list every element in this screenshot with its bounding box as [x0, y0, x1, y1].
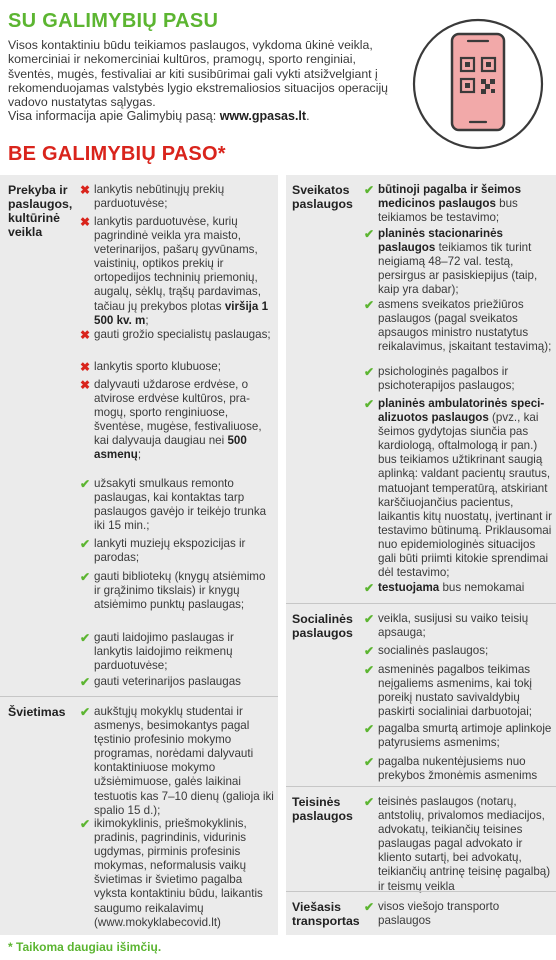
section-label-transport: Viešasis transportas	[292, 900, 360, 928]
check-icon: ✔	[80, 705, 91, 719]
section-trade	[0, 175, 278, 693]
list-item: veikla, susijusi su vaiko teisių apsauga;	[378, 612, 529, 640]
page-title: SU GALIMYBIŲ PASU	[8, 10, 219, 32]
list-item: asmens sveikatos priežiūros paslaugos (pagal sveikatos apsaugos ministro nustatytus reikalavimus, įskaitant testavimą);	[378, 298, 552, 354]
info-link[interactable]: www.gpasas.lt	[219, 109, 307, 123]
list-item: būtinoji pagalba ir šeimos medicinos paslaugos bus teikiamos be testavimo;	[378, 183, 522, 225]
section-title-without-pass: BE GALIMYBIŲ PASO*	[8, 143, 226, 165]
list-item: gauti laidojimo paslaugas ir lankytis laidojimo reikmenų parduotuvėse;	[94, 631, 234, 673]
list-item: visos viešojo transporto paslaugos	[378, 900, 500, 928]
list-item: užsakyti smulkaus remonto paslaugas, kai kontaktas tarp paslaugos gavėjo ir teikėjo trunka iki 15 min.;	[94, 477, 267, 533]
check-icon: ✔	[80, 675, 91, 689]
check-icon: ✔	[80, 631, 91, 645]
check-icon: ✔	[364, 644, 375, 658]
cross-icon: ✖	[80, 183, 91, 197]
info-line	[8, 109, 310, 123]
cross-icon: ✖	[80, 360, 91, 374]
section-label-education: Švietimas	[8, 705, 66, 719]
check-icon: ✔	[364, 183, 375, 197]
list-item: gauti bibliotekų (knygų atsiėmimo ir grąžinimo tikslais) ir knygų atsiėmimo punktų paslaugas;	[94, 570, 266, 612]
list-item: asmeninės pagalbos teikimas neįgaliems asmenims, kai tokį poreikį nustato savivaldybių paskirti socialiniai darbuotojai;	[378, 663, 533, 719]
check-icon: ✔	[364, 365, 375, 379]
check-icon: ✔	[80, 817, 91, 831]
list-item: testuojama bus nemokamai	[378, 581, 525, 594]
section-education	[0, 696, 278, 935]
check-icon: ✔	[364, 663, 375, 677]
info-prefix: Visa informacija apie Galimybių pasą:	[8, 109, 220, 123]
check-icon: ✔	[364, 298, 375, 312]
list-item: lankytis sporto klubuose;	[94, 360, 221, 373]
intro-text: Visos kontaktiniu būdu teikiamos paslaugos, vykdoma ūkinė veikla, komerciniai ir nekomerciniai kultūros, pramogų, sporto renginiai, šventės, mugės, festivaliai ar kiti susibūrimai gali vykti atsižvelgiant į rekomenduojamas valstybės lygio ekstremaliosios situacijos operacijų vadovo nustatytas sąlygas.	[8, 38, 389, 110]
section-label-trade: Prekyba ir paslaugos, kultūrinė veikla	[8, 183, 73, 239]
check-icon: ✔	[364, 227, 375, 241]
list-item: planinės stacionarinės paslaugos teikiamos tik turint neigiamą 48–72 val. testą, persirgus ar pasiskiepijus (taip, kaip yra dabar);	[378, 227, 538, 297]
list-item: lankytis nebūtinųjų prekių parduotuvėse;	[94, 183, 225, 211]
check-icon: ✔	[364, 722, 375, 736]
section-legal	[286, 786, 556, 893]
list-item: lankyti muziejų ekspozicijas ir parodas;	[94, 537, 246, 565]
list-item: planinės ambulatorinės specializuotos paslaugos (pvz., kai šeimos gydytojas siunčia pas kardiologą, oftalmologą ir pan.) bus teikiamos užtikrinant saugią aplinką: valdant pacientų srautus, matuojant temperatūrą, atskiriant karščiuojančius pacientus, laikantis kitų nuostatų, įvertinant ir testavimo būtinumą. Priklausomai nuo epidemiologinės situacijos gali būti priimti kitokie sprendimai dėl testavimo;	[378, 397, 552, 580]
info-suffix: .	[306, 109, 310, 123]
check-icon: ✔	[80, 537, 91, 551]
check-icon: ✔	[364, 795, 375, 809]
left-column	[0, 175, 278, 935]
check-icon: ✔	[364, 755, 375, 769]
section-social	[286, 603, 556, 785]
footnote: * Taikoma daugiau išimčių.	[8, 940, 162, 954]
section-label-social: Socialinės paslaugos	[292, 612, 353, 640]
cross-icon: ✖	[80, 328, 91, 342]
list-item: ikimokyklinis, priešmokyklinis, pradinis, pagrindinis, vidurinis ugdymas, pirminis profesinis mokymas, neformalusis vaikų švietimas ir švietimo pagalba vyksta kontaktiniu būdu, laikantis saugumo reikalavimų (www.mokyklabecovid.lt)	[94, 817, 263, 929]
check-icon: ✔	[80, 570, 91, 584]
check-icon: ✔	[364, 612, 375, 626]
list-item: aukštųjų mokyklų studentai ir asmenys, besimokantys pagal tęstinio profesinio mokymo programas, norėdami dalyvauti kontaktiniuose mokymo užsiėmimuose, galės laikinai testuotis kas 7–10 dienų (galioja iki spalio 15 d.);	[94, 705, 274, 817]
check-icon: ✔	[364, 900, 375, 914]
list-item: teisinės paslaugos (notarų, antstolių, privalomos mediacijos, advokatų, teikiančių teisines paslaugas pagal advokato ir kliento sutartį, bei advokatų, teikiančių antrinę teisinę pagalbą) ir teismų veikla	[378, 795, 551, 893]
check-icon: ✔	[364, 397, 375, 411]
section-label-health: Sveikatos paslaugos	[292, 183, 353, 211]
cross-icon: ✖	[80, 215, 91, 229]
check-icon: ✔	[364, 581, 375, 595]
list-item: gauti veterinarijos paslaugas	[94, 675, 241, 688]
list-item: socialinės paslaugos;	[378, 644, 489, 657]
section-transport	[286, 891, 556, 935]
phone-qr-icon	[410, 16, 546, 152]
section-health	[286, 175, 556, 600]
list-item: gauti grožio specialistų paslaugas;	[94, 328, 271, 341]
list-item: pagalba nukentėjusiems nuo prekybos žmonėmis asmenims	[378, 755, 538, 783]
section-label-legal: Teisinės paslaugos	[292, 795, 353, 823]
cross-icon: ✖	[80, 378, 91, 392]
check-icon: ✔	[80, 477, 91, 491]
list-item: lankytis parduotuvėse, kurių pagrindinė veikla yra maisto, veterinarijos, pašarų gyvūnams, vaistinių, optikos prekių ir ortopedijos techninių priemonių, augalų, sėklų, trąšų pardavimas, tačiau jų prekybos plotas viršija 1 500 kv. m;	[94, 215, 269, 327]
right-column	[286, 175, 556, 935]
list-item: psichologinės pagalbos ir psichoterapijos paslaugos;	[378, 365, 515, 393]
list-item: pagalba smurtą artimoje aplinkoje patyrusiems asmenims;	[378, 722, 552, 750]
list-item: dalyvauti uždarose erdvėse, o atvirose erdvėse kultūros, pramogų, sporto renginiuose, šventėse, mugėse, festivaliuose, kai dalyvauja daugiau nei 500 asmenų;	[94, 378, 262, 462]
